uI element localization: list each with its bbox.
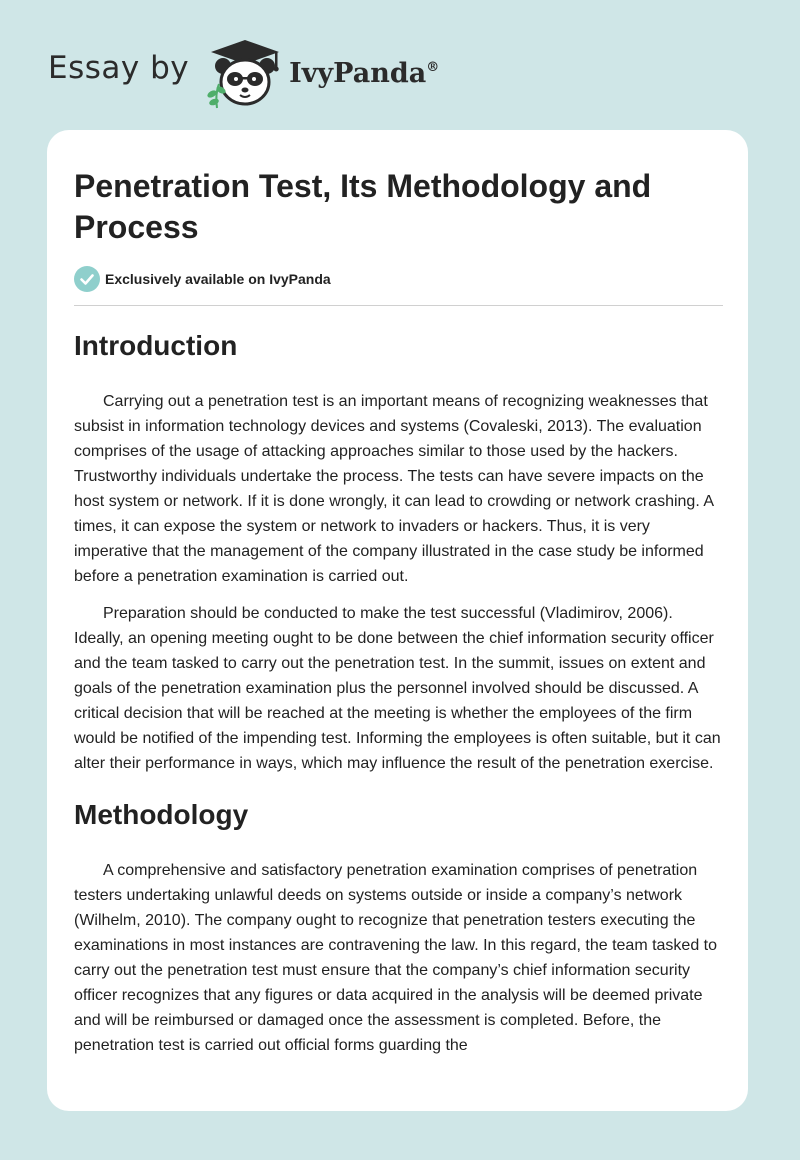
paragraph: Carrying out a penetration test is an important means of recognizing weaknesses that subsist in information technology devices and systems (Covaleski, 2013). The evaluation comprises of the usage of attacking approaches similar to those used by the hackers. Trustworthy individuals undertake the process. The tests can have severe impacts on the host system or network. If it is done wrongly, it can lead to crowding or network crashing. A times, it can expose the system or network to invaders or hackers. Thus, it is very imperative that the management of the company illustrated in the case study be informed before a penetration examination is carried out. xyxy=(74,393,714,585)
site-header xyxy=(48,32,439,112)
essay-card xyxy=(47,130,748,1111)
check-circle-icon xyxy=(74,266,100,292)
page-title: Penetration Test, Its Methodology and Process xyxy=(74,168,652,245)
paragraph: Preparation should be conducted to make the test successful (Vladimirov, 2006). Ideally, an opening meeting ought to be done between the chief information security officer and the team tasked to carry out the penetration test. In the summit, issues on extent and goals of the penetration examination plus the personnel involved should be discussed. A critical decision that will be reached at the meeting is whether the employees of the firm would be notified of the impending test. Informing the employees is often suitable, but it can alter their performance in ways, which may influence the result of the penetration exercise. xyxy=(74,605,721,772)
divider xyxy=(74,305,723,306)
panda-logo-icon[interactable] xyxy=(199,34,285,110)
section-heading-introduction: Introduction xyxy=(74,330,238,361)
registered-mark: ® xyxy=(426,59,440,75)
exclusive-badge xyxy=(74,265,723,293)
essay-by-label: Essay by xyxy=(48,50,190,86)
brand-name[interactable]: IvyPanda® xyxy=(289,57,440,89)
badge-label: Exclusively available on IvyPanda xyxy=(105,271,331,287)
paragraph: A comprehensive and satisfactory penetration examination comprises of penetration testers undertaking unlawful deeds on systems outside or inside a company’s network (Wilhelm, 2010). The company ought to recognize that penetration testers executing the examinations in most instances are contravening the law. In this regard, the team tasked to carry out the penetration test must ensure that the company’s chief information security officer recognizes that any figures or data acquired in the analysis will be deemed private and will be reimbursed or damaged once the assessment is completed. Before, the penetration test is carried out official forms guarding the xyxy=(74,862,718,1054)
section-heading-methodology: Methodology xyxy=(74,799,249,830)
